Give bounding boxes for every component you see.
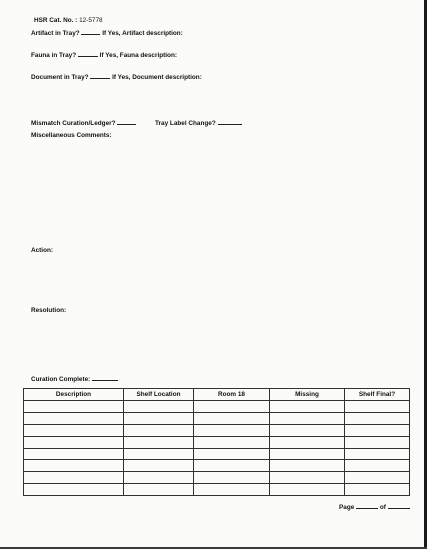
resolution-label: Resolution: <box>31 307 67 314</box>
document-line <box>31 73 202 81</box>
table-row <box>24 448 410 460</box>
artifact-in-tray-label: Artifact in Tray? <box>31 30 80 37</box>
table-cell[interactable] <box>194 401 270 413</box>
table-cell[interactable] <box>124 460 194 472</box>
table-cell[interactable] <box>24 412 124 424</box>
document-description-label: If Yes, Document description: <box>112 74 202 81</box>
header-room-18: Room 18 <box>194 389 270 401</box>
table-cell[interactable] <box>24 401 124 413</box>
table-cell[interactable] <box>24 448 124 460</box>
mismatch-field <box>31 119 136 127</box>
tray-label-change-blank[interactable] <box>218 119 242 125</box>
catalog-number-value: 12-5778 <box>79 17 103 24</box>
table-cell[interactable] <box>345 472 410 484</box>
table-cell[interactable] <box>270 472 345 484</box>
table-cell[interactable] <box>270 448 345 460</box>
table-cell[interactable] <box>194 460 270 472</box>
table-cell[interactable] <box>24 424 124 436</box>
artifact-in-tray-blank[interactable] <box>81 29 100 35</box>
artifact-description-label: If Yes, Artifact description: <box>102 30 183 37</box>
table-row <box>24 436 410 448</box>
table-cell[interactable] <box>345 484 410 496</box>
table-cell[interactable] <box>194 472 270 484</box>
table-header-row <box>24 389 410 401</box>
page-total-blank[interactable] <box>388 503 410 509</box>
document-in-tray-label: Document in Tray? <box>31 74 89 81</box>
table-cell[interactable] <box>194 448 270 460</box>
tray-label-change-label: Tray Label Change? <box>155 120 216 127</box>
fauna-line <box>31 51 177 59</box>
mismatch-label: Mismatch Curation/Ledger? <box>31 120 116 127</box>
curation-complete-field <box>31 375 118 383</box>
document-in-tray-blank[interactable] <box>90 73 110 79</box>
fauna-description-label: If Yes, Fauna description: <box>99 52 177 59</box>
table-cell[interactable] <box>124 448 194 460</box>
table-row <box>24 460 410 472</box>
table-cell[interactable] <box>124 472 194 484</box>
table-cell[interactable] <box>345 412 410 424</box>
table-cell[interactable] <box>270 484 345 496</box>
page-label: Page <box>339 504 355 511</box>
header-shelf-final: Shelf Final? <box>345 389 410 401</box>
table-cell[interactable] <box>24 472 124 484</box>
table-row <box>24 412 410 424</box>
table-cell[interactable] <box>194 424 270 436</box>
table-cell[interactable] <box>194 484 270 496</box>
inventory-table <box>23 388 410 496</box>
fauna-in-tray-label: Fauna in Tray? <box>31 52 77 59</box>
misc-comments-label: Miscellaneous Comments: <box>31 132 112 139</box>
of-label: of <box>379 504 386 511</box>
table-cell[interactable] <box>24 460 124 472</box>
header-shelf-location: Shelf Location <box>124 389 194 401</box>
mismatch-blank[interactable] <box>117 119 136 125</box>
header-missing: Missing <box>270 389 345 401</box>
table-cell[interactable] <box>345 424 410 436</box>
table-cell[interactable] <box>270 460 345 472</box>
table-cell[interactable] <box>270 436 345 448</box>
fauna-in-tray-blank[interactable] <box>78 51 98 57</box>
table-cell[interactable] <box>270 412 345 424</box>
tray-label-change-field <box>155 119 242 127</box>
table-cell[interactable] <box>345 436 410 448</box>
curation-complete-blank[interactable] <box>92 375 118 381</box>
table-row <box>24 484 410 496</box>
table-cell[interactable] <box>345 448 410 460</box>
catalog-number-line <box>34 17 103 24</box>
table-cell[interactable] <box>345 401 410 413</box>
table-row <box>24 424 410 436</box>
table-cell[interactable] <box>270 424 345 436</box>
table-cell[interactable] <box>124 401 194 413</box>
table-cell[interactable] <box>124 412 194 424</box>
table-cell[interactable] <box>194 436 270 448</box>
catalog-number-label: HSR Cat. No. : <box>34 17 78 24</box>
table-row <box>24 401 410 413</box>
table-cell[interactable] <box>24 436 124 448</box>
table-cell[interactable] <box>124 484 194 496</box>
header-description: Description <box>24 389 124 401</box>
action-label: Action: <box>31 247 54 254</box>
artifact-line <box>31 29 183 37</box>
table-cell[interactable] <box>24 484 124 496</box>
page-number-blank[interactable] <box>356 503 378 509</box>
table-cell[interactable] <box>345 460 410 472</box>
table-body <box>24 401 410 496</box>
table-cell[interactable] <box>124 436 194 448</box>
table-row <box>24 472 410 484</box>
page-number-field <box>339 503 410 511</box>
table-cell[interactable] <box>194 412 270 424</box>
table-cell[interactable] <box>124 424 194 436</box>
curation-complete-label: Curation Complete: <box>31 376 91 383</box>
table-cell[interactable] <box>270 401 345 413</box>
